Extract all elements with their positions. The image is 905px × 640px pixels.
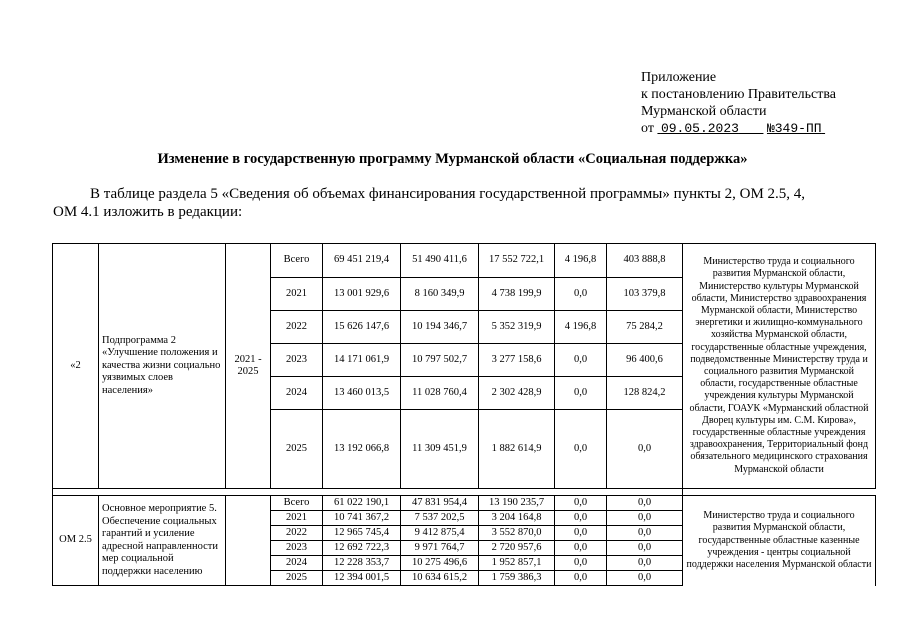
other-cell: 403 888,8 [607, 244, 683, 278]
other-cell: 0,0 [607, 410, 683, 489]
row-period: 2021 - 2025 [226, 244, 271, 489]
year-cell: 2025 [271, 571, 323, 586]
total-cell: 12 394 001,5 [323, 571, 401, 586]
regional-cell: 10 194 346,7 [401, 311, 479, 344]
executor-cell: Министерство труда и социального развития Мурманской области, государственные областные казенные учреждения - центры социальной поддержки населения Мурманской области [683, 496, 876, 586]
total-cell: 12 965 745,4 [323, 526, 401, 541]
regional-cell: 10 797 502,7 [401, 344, 479, 377]
federal-cell: 13 190 235,7 [479, 496, 555, 511]
regional-cell: 51 490 411,6 [401, 244, 479, 278]
local-cell: 0,0 [555, 496, 607, 511]
total-cell: 13 460 013,5 [323, 377, 401, 410]
row-code: ОМ 2.5 [53, 496, 99, 586]
regional-cell: 9 971 764,7 [401, 541, 479, 556]
year-cell: 2023 [271, 541, 323, 556]
total-cell: 12 692 722,3 [323, 541, 401, 556]
other-cell: 0,0 [607, 526, 683, 541]
row-spacer [53, 489, 876, 496]
regional-cell: 7 537 202,5 [401, 511, 479, 526]
executor-cell: Министерство труда и социального развития Мурманской области, Министерство культуры Мурманской области, Министерство здравоохранения Мурманской области, Министерство энергетики и жилищно-коммунального хозяйства Мурманской области, государственные областные учреждения, подведомственные Министерству труда и социального развития Мурманской области, государственные областные учреждения культуры Мурманской области, ГОАУК «Мурманский областной Дворец культуры им. С.М. Кирова», государственные областные учреждения здравоохранения, Территориальный фонд обязательного медицинского страхования Мурманской области [683, 244, 876, 489]
local-cell: 0,0 [555, 344, 607, 377]
other-cell: 75 284,2 [607, 311, 683, 344]
total-cell: 15 626 147,6 [323, 311, 401, 344]
federal-cell: 1 882 614,9 [479, 410, 555, 489]
year-cell: 2021 [271, 278, 323, 311]
year-cell: 2022 [271, 311, 323, 344]
other-cell: 0,0 [607, 511, 683, 526]
local-cell: 4 196,8 [555, 311, 607, 344]
other-cell: 0,0 [607, 541, 683, 556]
year-cell: 2022 [271, 526, 323, 541]
regional-cell: 47 831 954,4 [401, 496, 479, 511]
year-cell: 2021 [271, 511, 323, 526]
federal-cell: 3 277 158,6 [479, 344, 555, 377]
other-cell: 103 379,8 [607, 278, 683, 311]
other-cell: 96 400,6 [607, 344, 683, 377]
total-cell: 13 001 929,6 [323, 278, 401, 311]
row-period [226, 496, 271, 586]
approval-date-line [641, 120, 836, 137]
regional-cell: 10 275 496,6 [401, 556, 479, 571]
year-cell: 2023 [271, 344, 323, 377]
row-name: Основное мероприятие 5. Обеспечение социальных гарантий и усиление адресной направленности мер социальной поддержки населению [99, 496, 226, 586]
regional-cell: 11 028 760,4 [401, 377, 479, 410]
federal-cell: 4 738 199,9 [479, 278, 555, 311]
from-label: от [641, 121, 654, 136]
year-cell: Всего [271, 244, 323, 278]
approval-line-2: к постановлению Правительства [641, 87, 837, 102]
local-cell: 0,0 [555, 410, 607, 489]
row-name: Подпрограмма 2 «Улучшение положения и качества жизни социально уязвимых слоев населения» [99, 244, 226, 489]
federal-cell: 2 720 957,6 [479, 541, 555, 556]
decree-date: 09.05.2023 [660, 121, 739, 136]
federal-cell: 5 352 319,9 [479, 311, 555, 344]
regional-cell: 11 309 451,9 [401, 410, 479, 489]
financing-table [52, 243, 876, 586]
intro-paragraph-end: ОМ 4.1 изложить в редакции: [53, 204, 243, 220]
other-cell: 0,0 [607, 571, 683, 586]
local-cell: 4 196,8 [555, 244, 607, 278]
year-cell: 2024 [271, 556, 323, 571]
regional-cell: 9 412 875,4 [401, 526, 479, 541]
appendix-label: Приложение [641, 70, 717, 85]
federal-cell: 1 759 386,3 [479, 571, 555, 586]
total-cell: 14 171 061,9 [323, 344, 401, 377]
intro-paragraph: В таблице раздела 5 «Сведения об объемах финансирования государственной программы» пункты 2, ОМ 2.5, 4, [90, 186, 806, 202]
federal-cell: 3 204 164,8 [479, 511, 555, 526]
federal-cell: 2 302 428,9 [479, 377, 555, 410]
other-cell: 0,0 [607, 556, 683, 571]
local-cell: 0,0 [555, 571, 607, 586]
total-cell: 13 192 066,8 [323, 410, 401, 489]
document-title: Изменение в государственную программу Мурманской области «Социальная поддержка» [157, 151, 748, 167]
row-code: «2 [53, 244, 99, 489]
total-cell: 61 022 190,1 [323, 496, 401, 511]
federal-cell: 17 552 722,1 [479, 244, 555, 278]
decree-number: №349-ПП [766, 121, 822, 136]
total-cell: 12 228 353,7 [323, 556, 401, 571]
other-cell: 128 824,2 [607, 377, 683, 410]
regional-cell: 10 634 615,2 [401, 571, 479, 586]
approval-line-3: Мурманской области [641, 104, 767, 119]
table-row [53, 244, 876, 278]
table-row [53, 496, 876, 511]
approval-block [641, 69, 836, 137]
local-cell: 0,0 [555, 511, 607, 526]
year-cell: Всего [271, 496, 323, 511]
federal-cell: 1 952 857,1 [479, 556, 555, 571]
federal-cell: 3 552 870,0 [479, 526, 555, 541]
other-cell: 0,0 [607, 496, 683, 511]
total-cell: 10 741 367,2 [323, 511, 401, 526]
regional-cell: 8 160 349,9 [401, 278, 479, 311]
local-cell: 0,0 [555, 556, 607, 571]
year-cell: 2024 [271, 377, 323, 410]
local-cell: 0,0 [555, 526, 607, 541]
local-cell: 0,0 [555, 278, 607, 311]
local-cell: 0,0 [555, 541, 607, 556]
local-cell: 0,0 [555, 377, 607, 410]
year-cell: 2025 [271, 410, 323, 489]
total-cell: 69 451 219,4 [323, 244, 401, 278]
